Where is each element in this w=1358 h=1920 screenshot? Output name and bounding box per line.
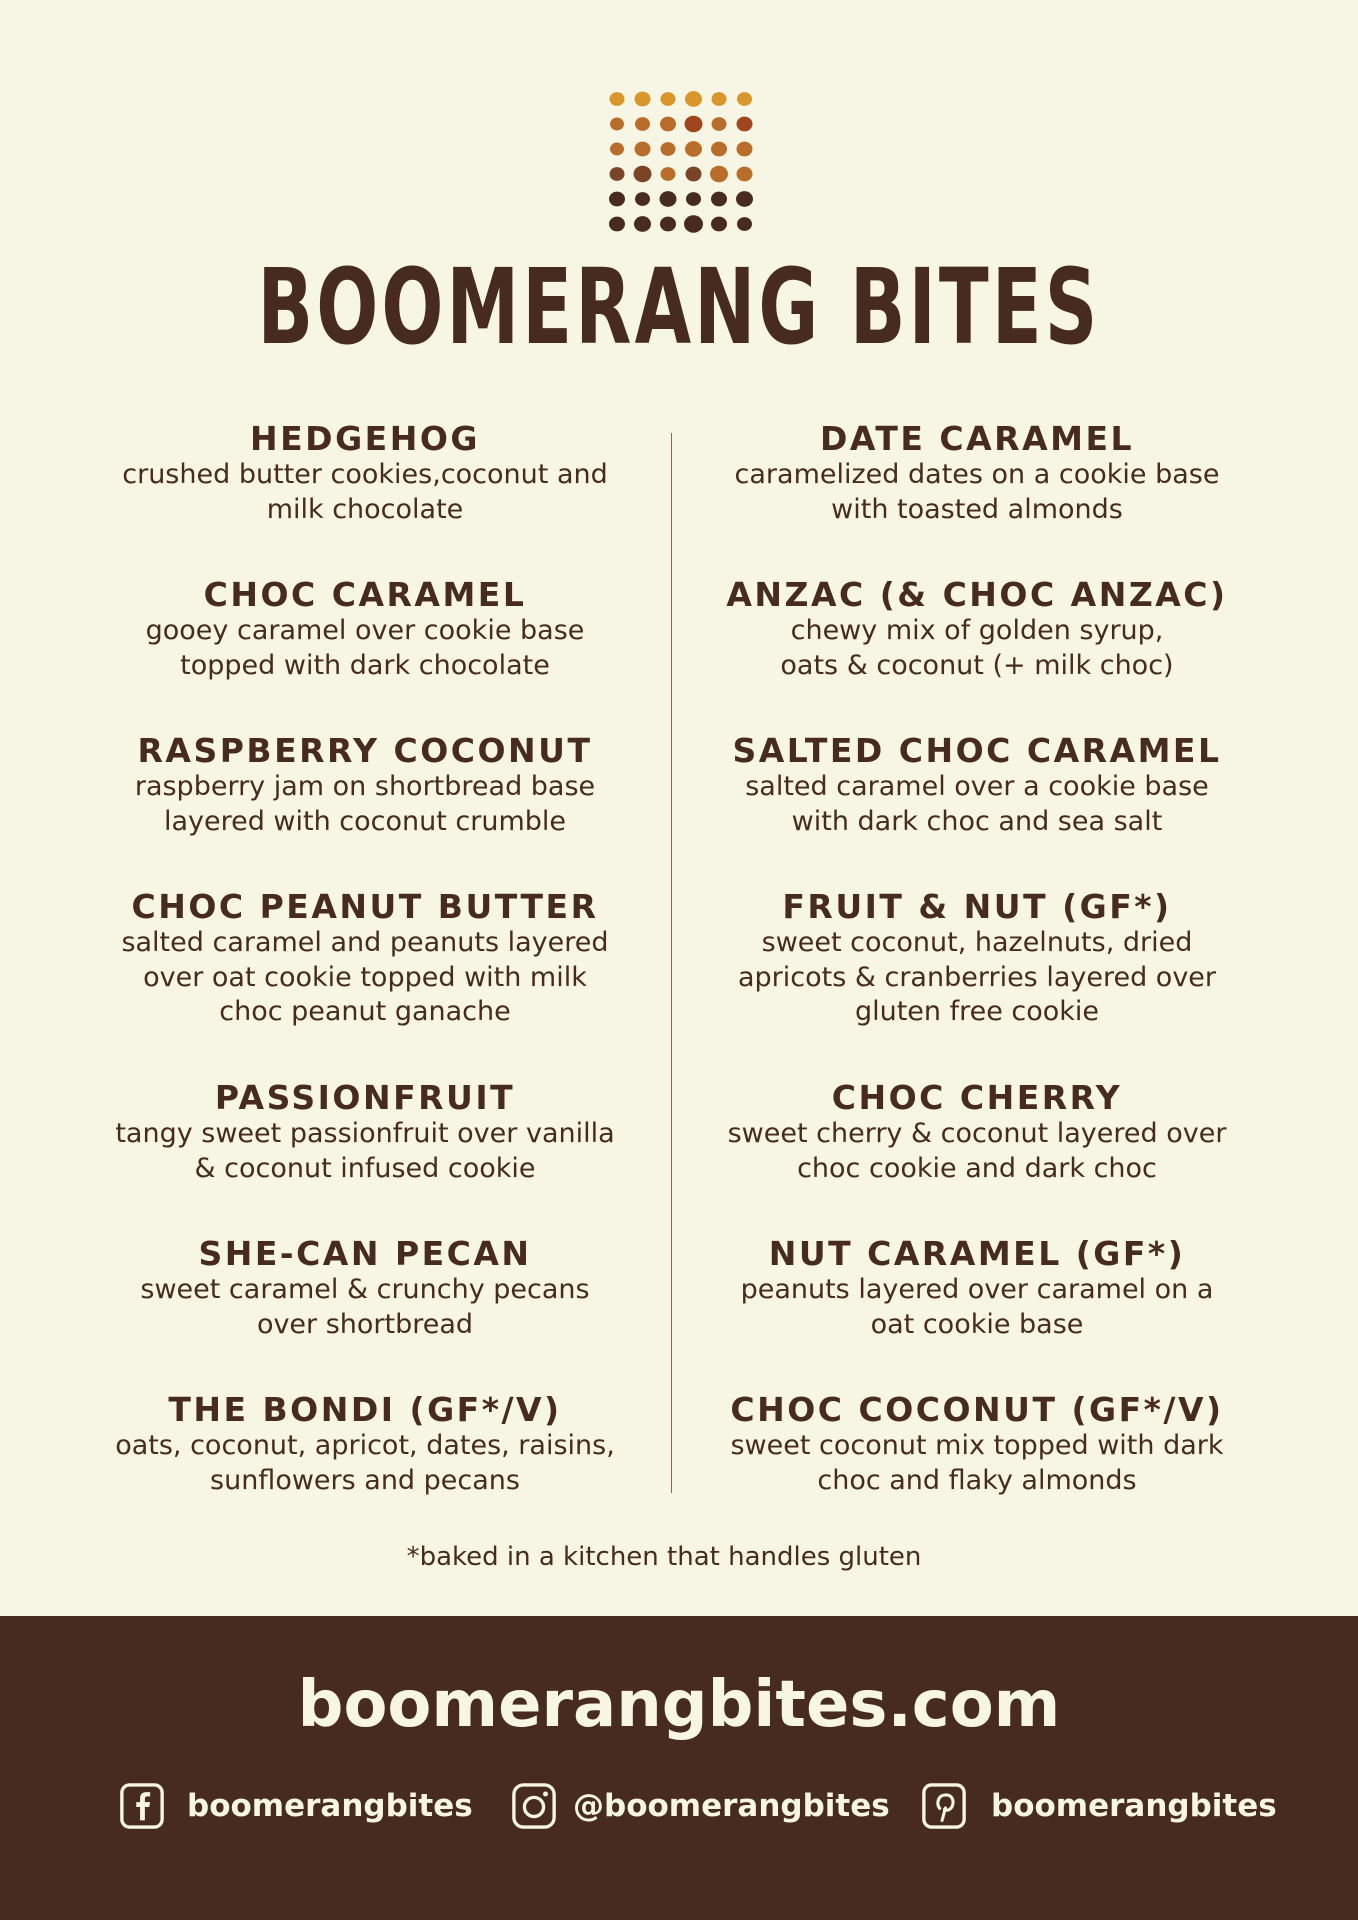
menu-item [712,1235,1242,1342]
logo-dot [686,192,701,206]
menu-item-description-line: oat cookie base [870,1308,1084,1340]
menu-item-description-line: with dark choc and sea salt [791,805,1163,837]
logo-dot [661,92,676,106]
logo-dot [635,117,650,131]
menu-item-name: CHOC PEANUT BUTTER [131,887,599,926]
menu-item-description-line: layered with coconut crumble [163,805,567,837]
logo-dot [736,191,753,207]
menu-item-name: FRUIT & NUT (GF*) [782,887,1172,926]
facebook-icon [119,1782,165,1830]
menu-item-description-line: peanuts layered over caramel on a [740,1274,1214,1305]
logo-dot [737,142,753,157]
footer [0,1616,1358,1920]
menu-item [100,420,630,527]
menu-item-name: PASSIONFRUIT [214,1078,516,1117]
menu-item-description-line: crushed butter cookies,coconut and [122,459,608,490]
logo-dot [609,192,625,207]
menu-item-description-line: apricots & cranberries layered over [737,961,1217,993]
menu-item-description-line: sweet cherry & coconut layered over [727,1118,1227,1149]
logo-dot [686,167,702,182]
menu-item [712,420,1242,527]
menu-item-description-line: tangy sweet passionfruit over vanilla [115,1118,615,1149]
logo-dot [635,92,651,107]
facebook-handle: boomerangbites [187,1788,473,1824]
menu-item-name: CHOC CHERRY [831,1078,1123,1117]
logo-dot [685,116,703,133]
menu-item-description-line: sweet caramel & crunchy pecans [140,1274,590,1305]
menu-item [100,1079,630,1186]
menu-item [100,576,630,683]
menu-item-name: RASPBERRY COCONUT [137,731,593,770]
instagram-handle: @boomerangbites [573,1788,890,1824]
logo-dot [711,142,727,157]
gluten-footnote: *baked in a kitchen that handles gluten [406,1542,922,1572]
instagram-icon [511,1782,557,1830]
menu-item-description-line: over shortbread [256,1308,474,1340]
menu-item-description-line: salted caramel and peanuts layered [121,927,609,958]
menu-item-description-line: salted caramel over a cookie base [745,771,1209,802]
menu-item-description-line: milk chocolate [266,493,464,525]
logo-dot [737,117,753,132]
menu-item-description-line: gluten free cookie [854,996,1100,1027]
logo-dot [634,216,651,232]
logo-dot [685,141,702,157]
logo-dot [634,166,652,183]
logo-dot [610,92,625,106]
menu-item [712,888,1242,1030]
menu-item-description-line: choc peanut ganache [219,996,511,1027]
menu-item-name: SALTED CHOC CARAMEL [732,731,1222,770]
menu-item [712,1391,1242,1498]
menu-item-description-line: raspberry jam on shortbread base [134,771,596,802]
menu-item-description-line: choc cookie and dark choc [797,1152,1157,1184]
facebook-link[interactable] [119,1776,473,1836]
menu-item-description-line: gooey caramel over cookie base [145,615,585,646]
menu-item [712,732,1242,839]
logo-dots-icon [605,88,755,233]
logo-dot [685,91,702,107]
logo-dot [660,191,677,207]
logo-dot [684,215,703,232]
menu-item-description-line: choc and flaky almonds [817,1464,1137,1496]
pinterest-icon [921,1782,967,1830]
logo-dot [737,217,752,231]
menu-item-description-line: oats, coconut, apricot, dates, raisins, [115,1430,615,1461]
menu-item-description-line: sweet coconut, hazelnuts, dried [761,927,1193,958]
menu-item [712,1079,1242,1186]
menu-item-description-line: over oat cookie topped with milk [143,961,587,993]
logo-dot [610,118,624,131]
logo-dot [711,192,727,207]
menu-item-name: DATE CARAMEL [819,419,1135,458]
menu-item-name: THE BONDI (GF*/V) [168,1390,562,1429]
logo-dot [660,217,676,232]
logo-dot [610,143,624,156]
logo-dot [712,92,727,106]
menu-item [100,1235,630,1342]
menu-item-description-line: topped with dark chocolate [180,649,550,681]
menu-item [100,888,630,1030]
menu-item-name: CHOC CARAMEL [203,575,527,614]
website-link[interactable]: boomerangbites.com [297,1668,1061,1742]
pinterest-handle: boomerangbites [991,1788,1277,1824]
logo-dot [635,192,650,206]
menu-item-description-line: & coconut infused cookie [194,1152,536,1184]
logo-dot [737,92,752,106]
brand-title: BOOMERANG BITES [257,246,1101,368]
menu-item-name: CHOC COCONUT (GF*/V) [730,1390,1224,1429]
menu-item-description-line: sweet coconut mix topped with dark [730,1430,1224,1461]
logo-dot [661,167,676,181]
menu-item [100,1391,630,1498]
logo-dot [710,166,728,183]
logo-dot [635,142,651,157]
pinterest-link[interactable] [921,1776,1277,1836]
logo-dot [609,217,625,232]
menu-item [100,732,630,839]
menu-item-name: NUT CARAMEL (GF*) [768,1234,1186,1273]
instagram-link[interactable] [511,1776,890,1836]
menu-item-description-line: oats & coconut (+ milk choc) [780,649,1174,681]
menu-item-description-line: chewy mix of golden syrup, [790,615,1164,646]
menu-item-name: ANZAC (& CHOC ANZAC) [726,575,1228,614]
logo-dot [737,167,753,182]
menu-item-description-line: caramelized dates on a cookie base [734,459,1220,490]
menu-item-name: HEDGEHOG [250,419,480,458]
logo-dot [610,167,625,181]
logo-dot [661,142,676,156]
menu-item-description-line: with toasted almonds [831,493,1123,525]
logo-dot [660,117,676,132]
logo-dot [712,117,727,131]
logo-dot [711,217,727,232]
menu-item-name: SHE-CAN PECAN [198,1234,532,1273]
menu-item-description-line: sunflowers and pecans [210,1464,520,1496]
column-divider [671,433,672,1493]
menu-item [712,576,1242,683]
